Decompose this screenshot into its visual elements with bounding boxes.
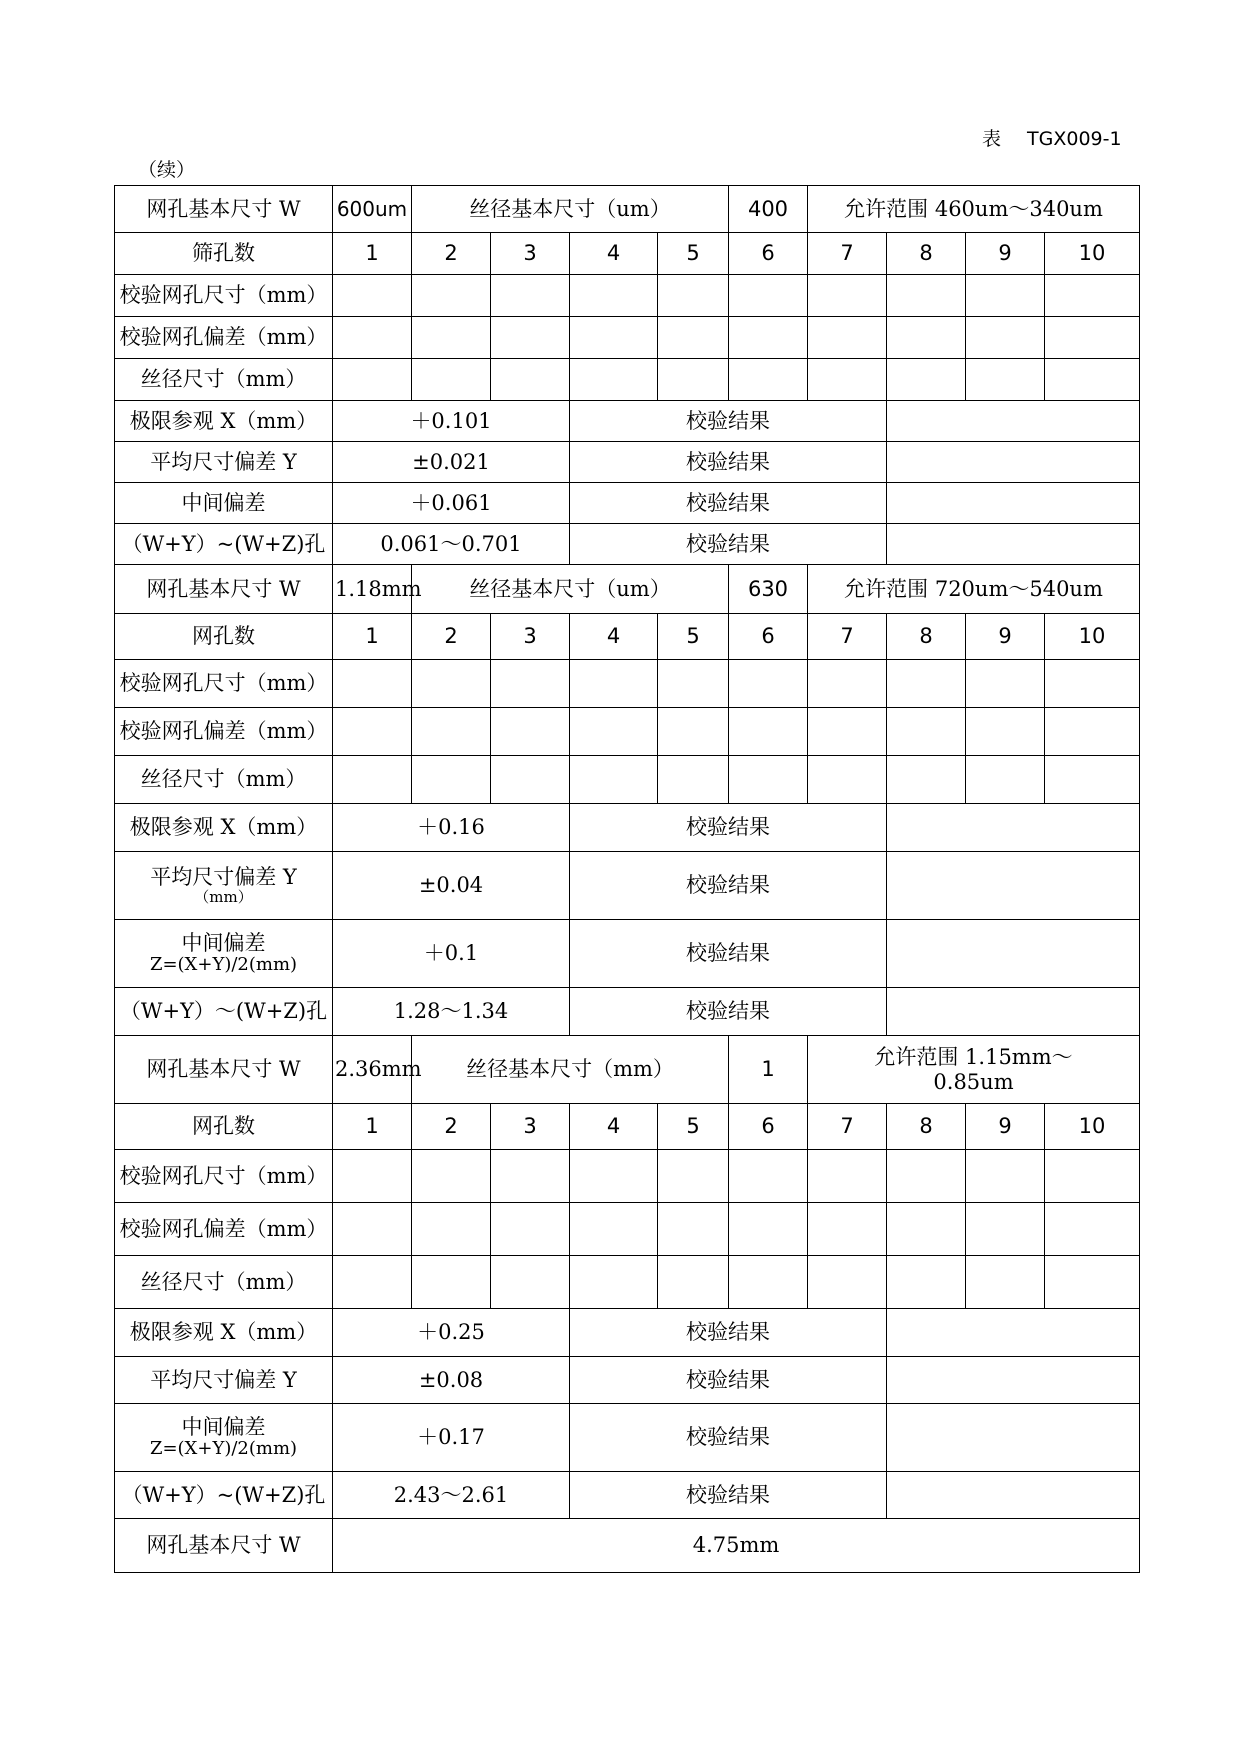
- s1-check-label: 中间偏差: [115, 483, 333, 524]
- s3-check-result-label: 校验结果: [570, 1309, 887, 1357]
- s2-cell[interactable]: [412, 708, 491, 756]
- s3-measure-row: [115, 1203, 1140, 1256]
- s4-w-value: 4.75mm: [333, 1519, 1140, 1573]
- s1-cell[interactable]: [570, 317, 658, 359]
- s2-cell[interactable]: [491, 660, 570, 708]
- s2-cell[interactable]: [491, 756, 570, 804]
- s2-check-label: 极限参观 X（mm）: [115, 804, 333, 852]
- s2-check-row: [115, 804, 1140, 852]
- s3-count-label: 网孔数: [115, 1104, 333, 1150]
- s3-cell[interactable]: [729, 1150, 808, 1203]
- s2-check-result-label: 校验结果: [570, 804, 887, 852]
- s2-hole-8: 8: [887, 614, 966, 660]
- s3-check-value: ＋0.17: [333, 1404, 570, 1472]
- s3-cell[interactable]: [887, 1256, 966, 1309]
- s3-cell[interactable]: [491, 1256, 570, 1309]
- s2-cell[interactable]: [1045, 708, 1140, 756]
- s1-cell[interactable]: [333, 359, 412, 401]
- s2-check-label: （W+Y）～(W+Z)孔: [115, 988, 333, 1036]
- s1-cell[interactable]: [1045, 275, 1140, 317]
- s2-cell[interactable]: [658, 660, 729, 708]
- s1-check-result-cell[interactable]: [887, 524, 1140, 565]
- s2-measure-row: [115, 756, 1140, 804]
- s3-wire-label: 丝径基本尺寸（mm）: [412, 1036, 729, 1104]
- s1-cell[interactable]: [729, 275, 808, 317]
- s1-range: 允许范围 460um～340um: [808, 186, 1140, 233]
- s1-wire-value: 400: [729, 186, 808, 233]
- s3-cell[interactable]: [491, 1150, 570, 1203]
- s1-hole-3: 3: [491, 233, 570, 275]
- s3-cell[interactable]: [333, 1203, 412, 1256]
- s3-hole-1: 1: [333, 1104, 412, 1150]
- s2-measure-row: [115, 660, 1140, 708]
- s2-range: 允许范围 720um～540um: [808, 565, 1140, 614]
- s1-count-label: 筛孔数: [115, 233, 333, 275]
- s3-cell[interactable]: [808, 1203, 887, 1256]
- s3-w-label: 网孔基本尺寸 W: [115, 1036, 333, 1104]
- s2-check-label-line1: 平均尺寸偏差 Y: [150, 864, 297, 889]
- s2-cell[interactable]: [1045, 660, 1140, 708]
- s3-hole-4: 4: [570, 1104, 658, 1150]
- s1-check-value: ±0.021: [333, 442, 570, 483]
- s3-range-line2: 0.85um: [933, 1069, 1014, 1094]
- s2-check-row: [115, 988, 1140, 1036]
- s1-check-row: [115, 401, 1140, 442]
- s2-cell[interactable]: [729, 660, 808, 708]
- s3-check-label: （W+Y）~(W+Z)孔: [115, 1472, 333, 1519]
- s1-hole-6: 6: [729, 233, 808, 275]
- s1-cell[interactable]: [887, 359, 966, 401]
- s2-cell[interactable]: [658, 708, 729, 756]
- s1-measure-row: [115, 317, 1140, 359]
- s2-cell[interactable]: [658, 756, 729, 804]
- s3-cell[interactable]: [1045, 1150, 1140, 1203]
- s3-check-value: 2.43～2.61: [333, 1472, 570, 1519]
- s2-cell[interactable]: [412, 660, 491, 708]
- s3-cell[interactable]: [887, 1150, 966, 1203]
- s1-cell[interactable]: [333, 317, 412, 359]
- s1-check-value: ＋0.061: [333, 483, 570, 524]
- s3-check-label: [115, 1404, 333, 1472]
- s1-check-label: （W+Y）~(W+Z)孔: [115, 524, 333, 565]
- s3-cell[interactable]: [729, 1203, 808, 1256]
- s2-check-row: [115, 852, 1140, 920]
- s2-check-label-line1: 中间偏差: [181, 931, 266, 956]
- s1-cell[interactable]: [491, 359, 570, 401]
- s2-cell[interactable]: [966, 756, 1045, 804]
- s3-cell[interactable]: [491, 1203, 570, 1256]
- s2-cell[interactable]: [729, 756, 808, 804]
- s1-check-label: 极限参观 X（mm）: [115, 401, 333, 442]
- s1-cell[interactable]: [1045, 317, 1140, 359]
- s2-check-result-cell[interactable]: [887, 920, 1140, 988]
- s1-check-value: 0.061～0.701: [333, 524, 570, 565]
- s3-row-label: 校验网孔偏差（mm）: [115, 1203, 333, 1256]
- s1-cell[interactable]: [333, 275, 412, 317]
- s3-check-result-cell[interactable]: [887, 1357, 1140, 1404]
- s3-cell[interactable]: [658, 1256, 729, 1309]
- s4-w-label: 网孔基本尺寸 W: [115, 1519, 333, 1573]
- s2-cell[interactable]: [333, 708, 412, 756]
- s3-hole-3: 3: [491, 1104, 570, 1150]
- s1-check-row: [115, 524, 1140, 565]
- s2-wire-label: 丝径基本尺寸（um）: [412, 565, 729, 614]
- s1-cell[interactable]: [412, 275, 491, 317]
- s2-hole-count-row: [115, 614, 1140, 660]
- s1-check-result-label: 校验结果: [570, 401, 887, 442]
- s2-cell[interactable]: [570, 708, 658, 756]
- s3-check-row: [115, 1309, 1140, 1357]
- s2-check-value: ＋0.16: [333, 804, 570, 852]
- sieve-calibration-table: [114, 185, 1140, 1573]
- s1-cell[interactable]: [966, 317, 1045, 359]
- s1-cell[interactable]: [658, 317, 729, 359]
- s2-count-label: 网孔数: [115, 614, 333, 660]
- s3-check-row: [115, 1472, 1140, 1519]
- s2-cell[interactable]: [333, 660, 412, 708]
- s1-hole-9: 9: [966, 233, 1045, 275]
- s3-hole-7: 7: [808, 1104, 887, 1150]
- s3-hole-6: 6: [729, 1104, 808, 1150]
- s3-check-label-line2: Z=(X+Y)/2(mm): [149, 1438, 298, 1460]
- s2-check-row: [115, 920, 1140, 988]
- s3-range-line1: 允许范围 1.15mm～: [874, 1045, 1073, 1070]
- s2-hole-6: 6: [729, 614, 808, 660]
- s1-cell[interactable]: [966, 359, 1045, 401]
- s2-measure-row: [115, 708, 1140, 756]
- s3-cell[interactable]: [887, 1203, 966, 1256]
- s1-cell[interactable]: [808, 317, 887, 359]
- s1-check-row: [115, 483, 1140, 524]
- s1-row-label: 丝径尺寸（mm）: [115, 359, 333, 401]
- s3-cell[interactable]: [412, 1203, 491, 1256]
- s2-check-label: [115, 852, 333, 920]
- s2-hole-3: 3: [491, 614, 570, 660]
- s2-cell[interactable]: [1045, 756, 1140, 804]
- s2-check-result-label: 校验结果: [570, 852, 887, 920]
- s1-check-result-label: 校验结果: [570, 442, 887, 483]
- s1-cell[interactable]: [808, 359, 887, 401]
- s2-hole-10: 10: [1045, 614, 1140, 660]
- s2-check-value: 1.28～1.34: [333, 988, 570, 1036]
- s1-wire-label: 丝径基本尺寸（um）: [412, 186, 729, 233]
- s2-cell[interactable]: [333, 756, 412, 804]
- s3-cell[interactable]: [966, 1203, 1045, 1256]
- s3-wire-value: 1: [729, 1036, 808, 1104]
- s2-cell[interactable]: [966, 708, 1045, 756]
- s3-hole-9: 9: [966, 1104, 1045, 1150]
- continued-note: （续）: [138, 159, 196, 181]
- s2-header-row: [115, 565, 1140, 614]
- form-code: [982, 124, 1122, 151]
- s2-check-label: [115, 920, 333, 988]
- s2-hole-7: 7: [808, 614, 887, 660]
- s1-check-result-cell[interactable]: [887, 483, 1140, 524]
- s1-check-result-label: 校验结果: [570, 483, 887, 524]
- s2-hole-5: 5: [658, 614, 729, 660]
- s2-cell[interactable]: [729, 708, 808, 756]
- s3-cell[interactable]: [570, 1203, 658, 1256]
- s3-check-row: [115, 1357, 1140, 1404]
- s1-cell[interactable]: [729, 359, 808, 401]
- s3-hole-5: 5: [658, 1104, 729, 1150]
- s1-w-value: 600um: [333, 186, 412, 233]
- s3-measure-row: [115, 1256, 1140, 1309]
- s2-check-result-cell[interactable]: [887, 852, 1140, 920]
- s1-header-row: [115, 186, 1140, 233]
- s3-cell[interactable]: [333, 1256, 412, 1309]
- s3-cell[interactable]: [808, 1256, 887, 1309]
- s3-hole-8: 8: [887, 1104, 966, 1150]
- s2-check-value: ＋0.1: [333, 920, 570, 988]
- s3-hole-10: 10: [1045, 1104, 1140, 1150]
- s1-cell[interactable]: [412, 317, 491, 359]
- s1-cell[interactable]: [658, 359, 729, 401]
- s1-cell[interactable]: [570, 359, 658, 401]
- s3-cell[interactable]: [808, 1150, 887, 1203]
- s1-hole-10: 10: [1045, 233, 1140, 275]
- s2-cell[interactable]: [491, 708, 570, 756]
- s3-cell[interactable]: [966, 1150, 1045, 1203]
- s1-hole-8: 8: [887, 233, 966, 275]
- s2-cell[interactable]: [570, 756, 658, 804]
- s1-hole-7: 7: [808, 233, 887, 275]
- s1-cell[interactable]: [491, 275, 570, 317]
- s4-header-row: [115, 1519, 1140, 1573]
- s3-cell[interactable]: [412, 1256, 491, 1309]
- s1-cell[interactable]: [491, 317, 570, 359]
- s2-wire-value: 630: [729, 565, 808, 614]
- s1-w-label: 网孔基本尺寸 W: [115, 186, 333, 233]
- s2-cell[interactable]: [808, 708, 887, 756]
- s3-check-result-label: 校验结果: [570, 1404, 887, 1472]
- s1-row-label: 校验网孔偏差（mm）: [115, 317, 333, 359]
- s2-check-label-line2: Z=(X+Y)/2(mm): [149, 954, 298, 976]
- s1-check-result-cell[interactable]: [887, 442, 1140, 483]
- s2-cell[interactable]: [887, 756, 966, 804]
- s3-w-value: 2.36mm: [333, 1036, 412, 1104]
- s2-check-result-cell[interactable]: [887, 988, 1140, 1036]
- s3-check-label: 平均尺寸偏差 Y: [115, 1357, 333, 1404]
- s2-w-label: 网孔基本尺寸 W: [115, 565, 333, 614]
- s1-hole-4: 4: [570, 233, 658, 275]
- s1-check-row: [115, 442, 1140, 483]
- s2-cell[interactable]: [570, 660, 658, 708]
- s3-cell[interactable]: [658, 1203, 729, 1256]
- s3-cell[interactable]: [412, 1150, 491, 1203]
- s1-check-label: 平均尺寸偏差 Y: [115, 442, 333, 483]
- s3-hole-2: 2: [412, 1104, 491, 1150]
- s1-cell[interactable]: [658, 275, 729, 317]
- s1-cell[interactable]: [1045, 359, 1140, 401]
- s3-check-result-label: 校验结果: [570, 1472, 887, 1519]
- s3-check-value: ＋0.25: [333, 1309, 570, 1357]
- s3-cell[interactable]: [658, 1150, 729, 1203]
- s1-check-value: ＋0.101: [333, 401, 570, 442]
- s1-hole-2: 2: [412, 233, 491, 275]
- s1-cell[interactable]: [887, 317, 966, 359]
- s2-hole-2: 2: [412, 614, 491, 660]
- s2-cell[interactable]: [412, 756, 491, 804]
- s2-cell[interactable]: [808, 660, 887, 708]
- s1-cell[interactable]: [570, 275, 658, 317]
- s2-row-label: 丝径尺寸（mm）: [115, 756, 333, 804]
- s2-row-label: 校验网孔偏差（mm）: [115, 708, 333, 756]
- s3-cell[interactable]: [966, 1256, 1045, 1309]
- s1-cell[interactable]: [729, 317, 808, 359]
- s2-cell[interactable]: [887, 708, 966, 756]
- s3-row-label: 丝径尺寸（mm）: [115, 1256, 333, 1309]
- s2-hole-9: 9: [966, 614, 1045, 660]
- s2-check-result-cell[interactable]: [887, 804, 1140, 852]
- s2-check-label-line2: （mm）: [194, 887, 253, 906]
- s3-hole-count-row: [115, 1104, 1140, 1150]
- s1-check-result-label: 校验结果: [570, 524, 887, 565]
- s1-cell[interactable]: [808, 275, 887, 317]
- s2-cell[interactable]: [966, 660, 1045, 708]
- s3-row-label: 校验网孔尺寸（mm）: [115, 1150, 333, 1203]
- s3-check-result-label: 校验结果: [570, 1357, 887, 1404]
- s1-row-label: 校验网孔尺寸（mm）: [115, 275, 333, 317]
- s1-cell[interactable]: [887, 275, 966, 317]
- s2-w-value: 1.18mm: [333, 565, 412, 614]
- s2-check-result-label: 校验结果: [570, 988, 887, 1036]
- form-code-value: TGX009-1: [1027, 128, 1122, 150]
- s1-hole-5: 5: [658, 233, 729, 275]
- s2-cell[interactable]: [887, 660, 966, 708]
- s1-cell[interactable]: [966, 275, 1045, 317]
- s2-hole-4: 4: [570, 614, 658, 660]
- s2-cell[interactable]: [808, 756, 887, 804]
- s2-hole-1: 1: [333, 614, 412, 660]
- s3-cell[interactable]: [1045, 1203, 1140, 1256]
- s3-cell[interactable]: [729, 1256, 808, 1309]
- form-code-label: 表: [982, 128, 1002, 150]
- s3-check-label-line1: 中间偏差: [181, 1415, 266, 1440]
- s3-cell[interactable]: [1045, 1256, 1140, 1309]
- s3-check-value: ±0.08: [333, 1357, 570, 1404]
- s1-measure-row: [115, 275, 1140, 317]
- s1-measure-row: [115, 359, 1140, 401]
- s1-cell[interactable]: [412, 359, 491, 401]
- s3-check-result-cell[interactable]: [887, 1472, 1140, 1519]
- s3-header-row: [115, 1036, 1140, 1104]
- s3-range: [808, 1036, 1140, 1104]
- s3-check-row: [115, 1404, 1140, 1472]
- s3-cell[interactable]: [570, 1256, 658, 1309]
- s1-hole-1: 1: [333, 233, 412, 275]
- s2-row-label: 校验网孔尺寸（mm）: [115, 660, 333, 708]
- s1-hole-count-row: [115, 233, 1140, 275]
- s2-check-result-label: 校验结果: [570, 920, 887, 988]
- s3-check-label: 极限参观 X（mm）: [115, 1309, 333, 1357]
- s3-check-result-cell[interactable]: [887, 1404, 1140, 1472]
- s2-check-value: ±0.04: [333, 852, 570, 920]
- s3-measure-row: [115, 1150, 1140, 1203]
- s3-cell[interactable]: [333, 1150, 412, 1203]
- s3-cell[interactable]: [570, 1150, 658, 1203]
- s3-check-result-cell[interactable]: [887, 1309, 1140, 1357]
- s1-check-result-cell[interactable]: [887, 401, 1140, 442]
